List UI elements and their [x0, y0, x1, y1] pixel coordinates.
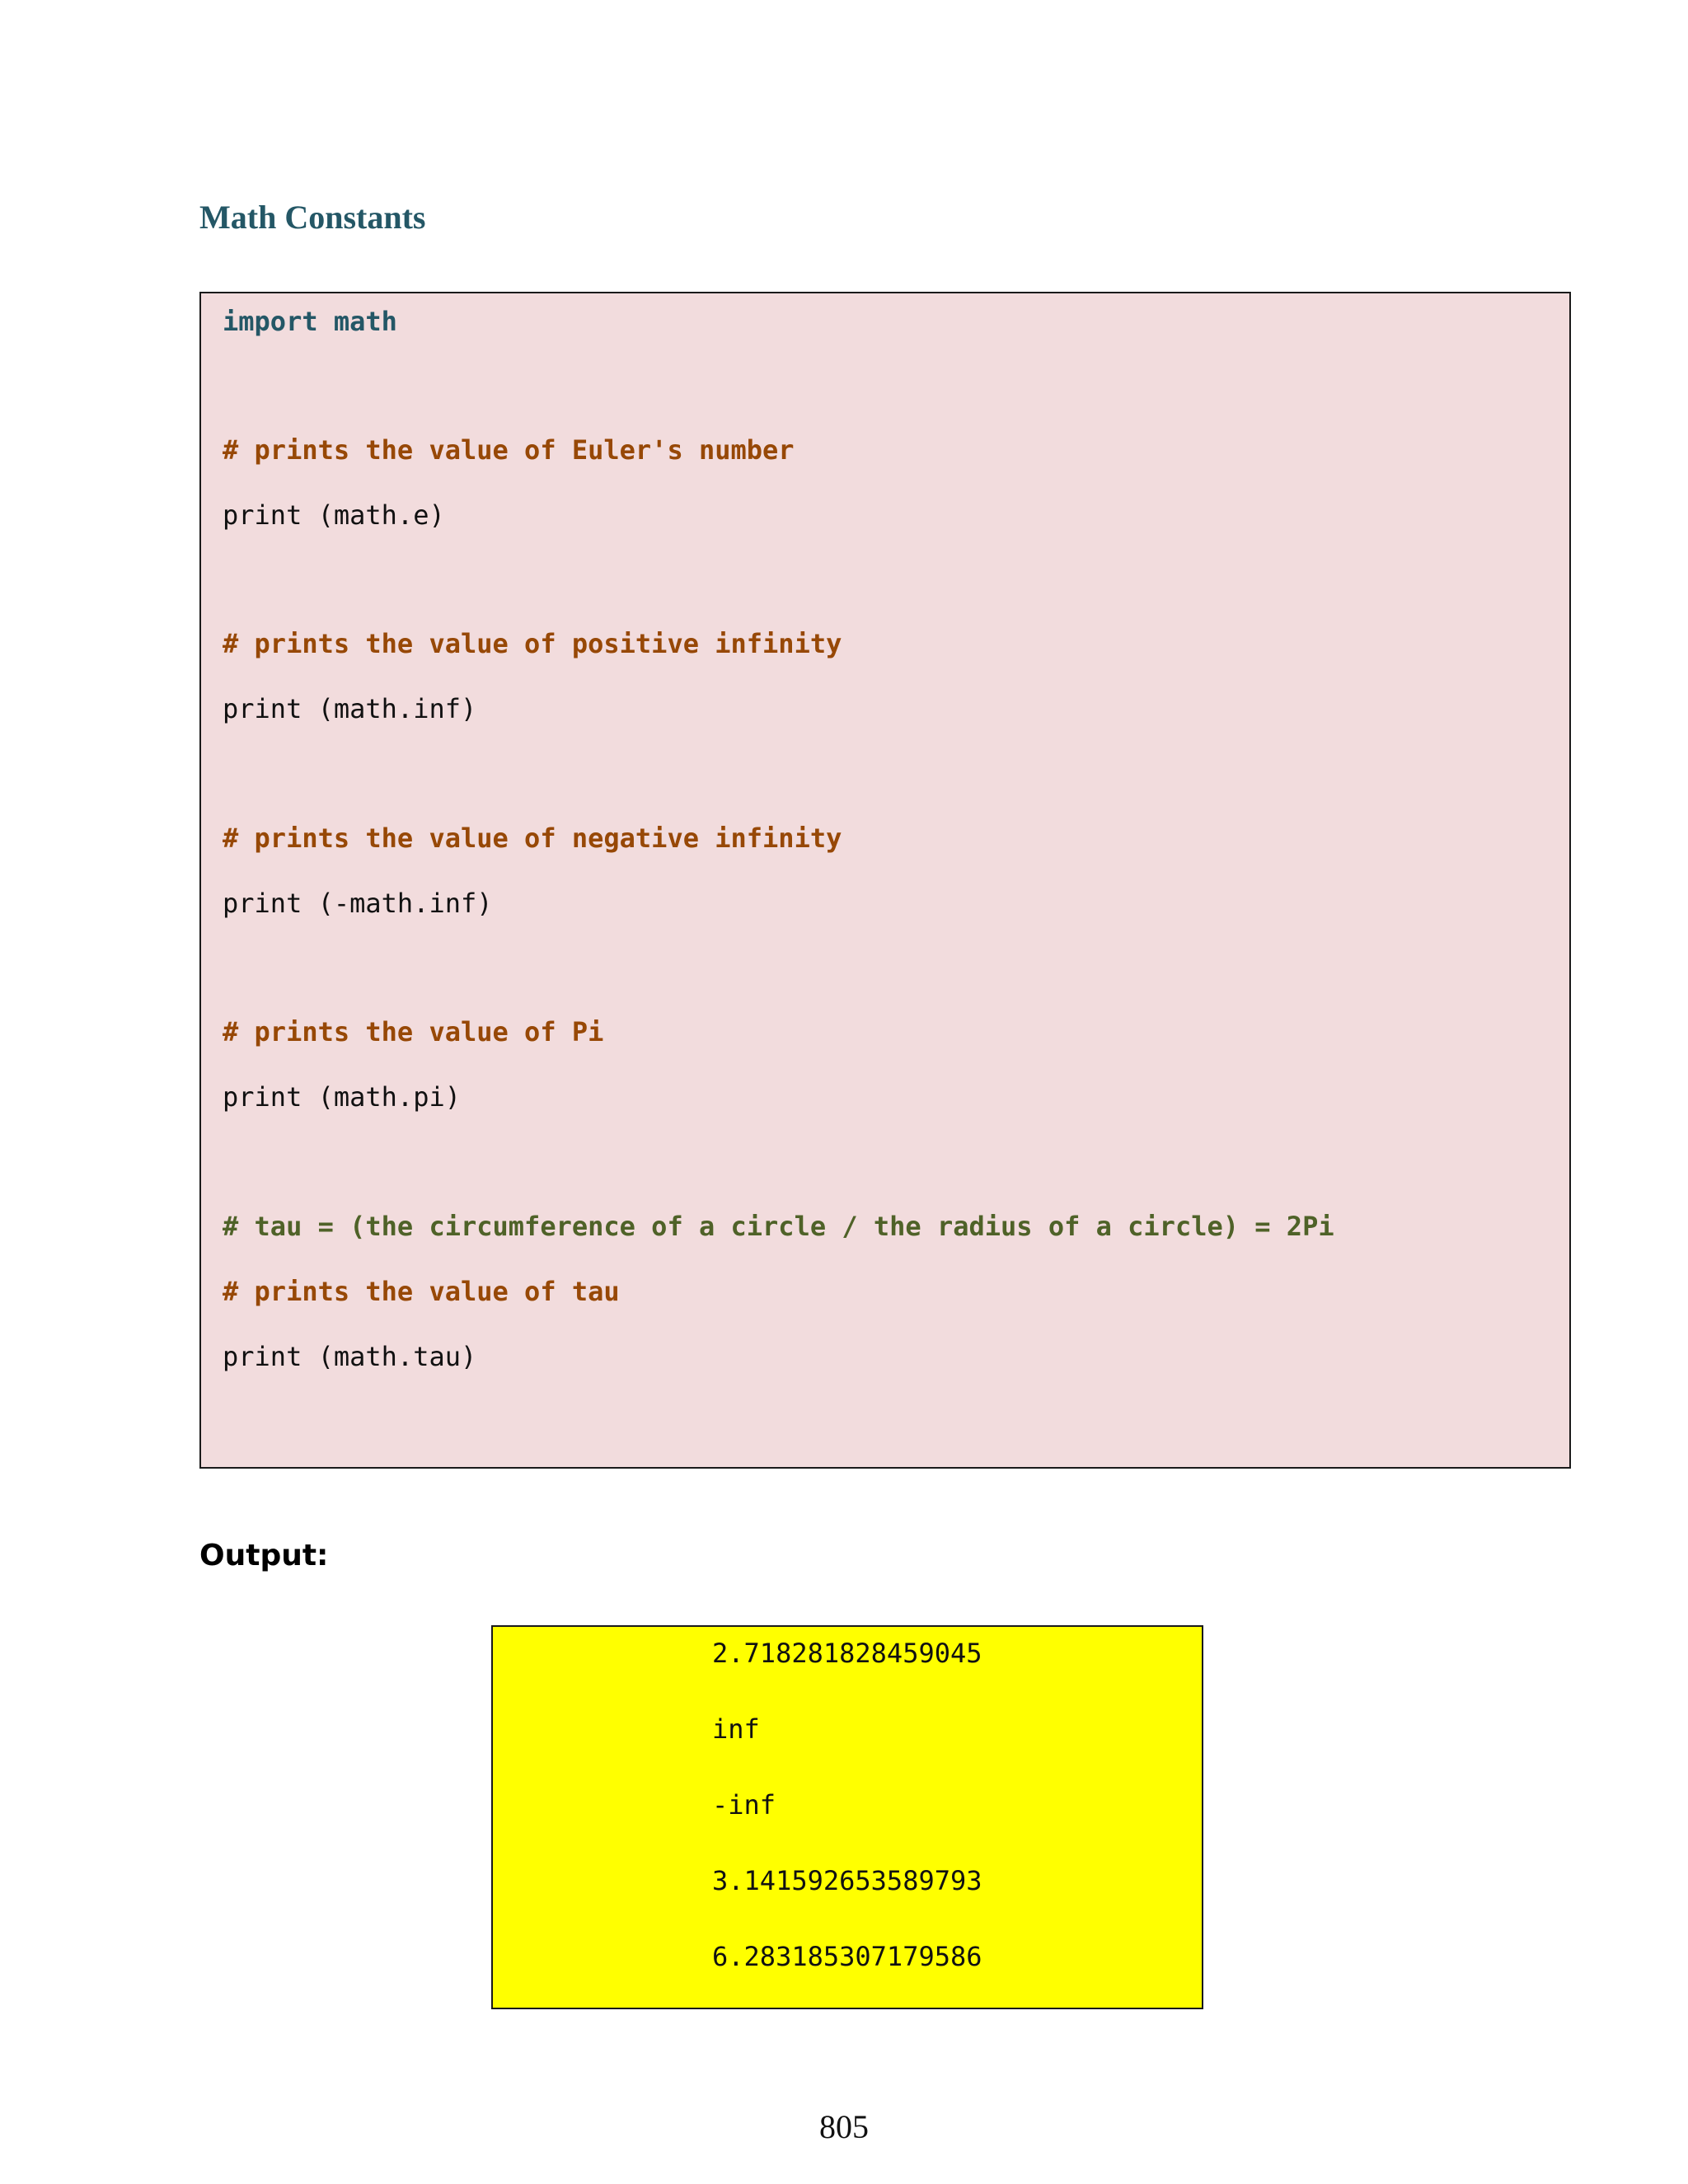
code-import-line: import math [223, 306, 397, 337]
output-pi-value: 3.141592653589793 [712, 1865, 982, 1896]
code-print-e: print (math.e) [223, 499, 445, 531]
code-print-pi: print (math.pi) [223, 1081, 461, 1113]
page-number: 805 [819, 2108, 869, 2145]
code-print-neg-inf: print (-math.inf) [223, 888, 493, 919]
code-print-inf: print (math.inf) [223, 693, 477, 724]
code-comment-tau: # prints the value of tau [223, 1276, 620, 1307]
code-comment-negative-infinity: # prints the value of negative infinity [223, 823, 842, 854]
code-comment-pi: # prints the value of Pi [223, 1016, 604, 1047]
code-comment-euler: # prints the value of Euler's number [223, 434, 795, 466]
code-print-tau: print (math.tau) [223, 1341, 477, 1372]
code-comment-positive-infinity: # prints the value of positive infinity [223, 628, 842, 659]
output-inf-value: inf [712, 1713, 760, 1745]
section-title: Math Constants [199, 199, 426, 236]
code-block [199, 292, 1571, 1469]
output-label: Output: [199, 1539, 329, 1572]
output-tau-value: 6.283185307179586 [712, 1941, 982, 1972]
output-neg-inf-value: -inf [712, 1789, 776, 1821]
output-block [491, 1625, 1203, 2009]
code-comment-tau-definition: # tau = (the circumference of a circle / the radius of a circle) = 2Pi [223, 1211, 1334, 1242]
output-e-value: 2.718281828459045 [712, 1638, 982, 1669]
